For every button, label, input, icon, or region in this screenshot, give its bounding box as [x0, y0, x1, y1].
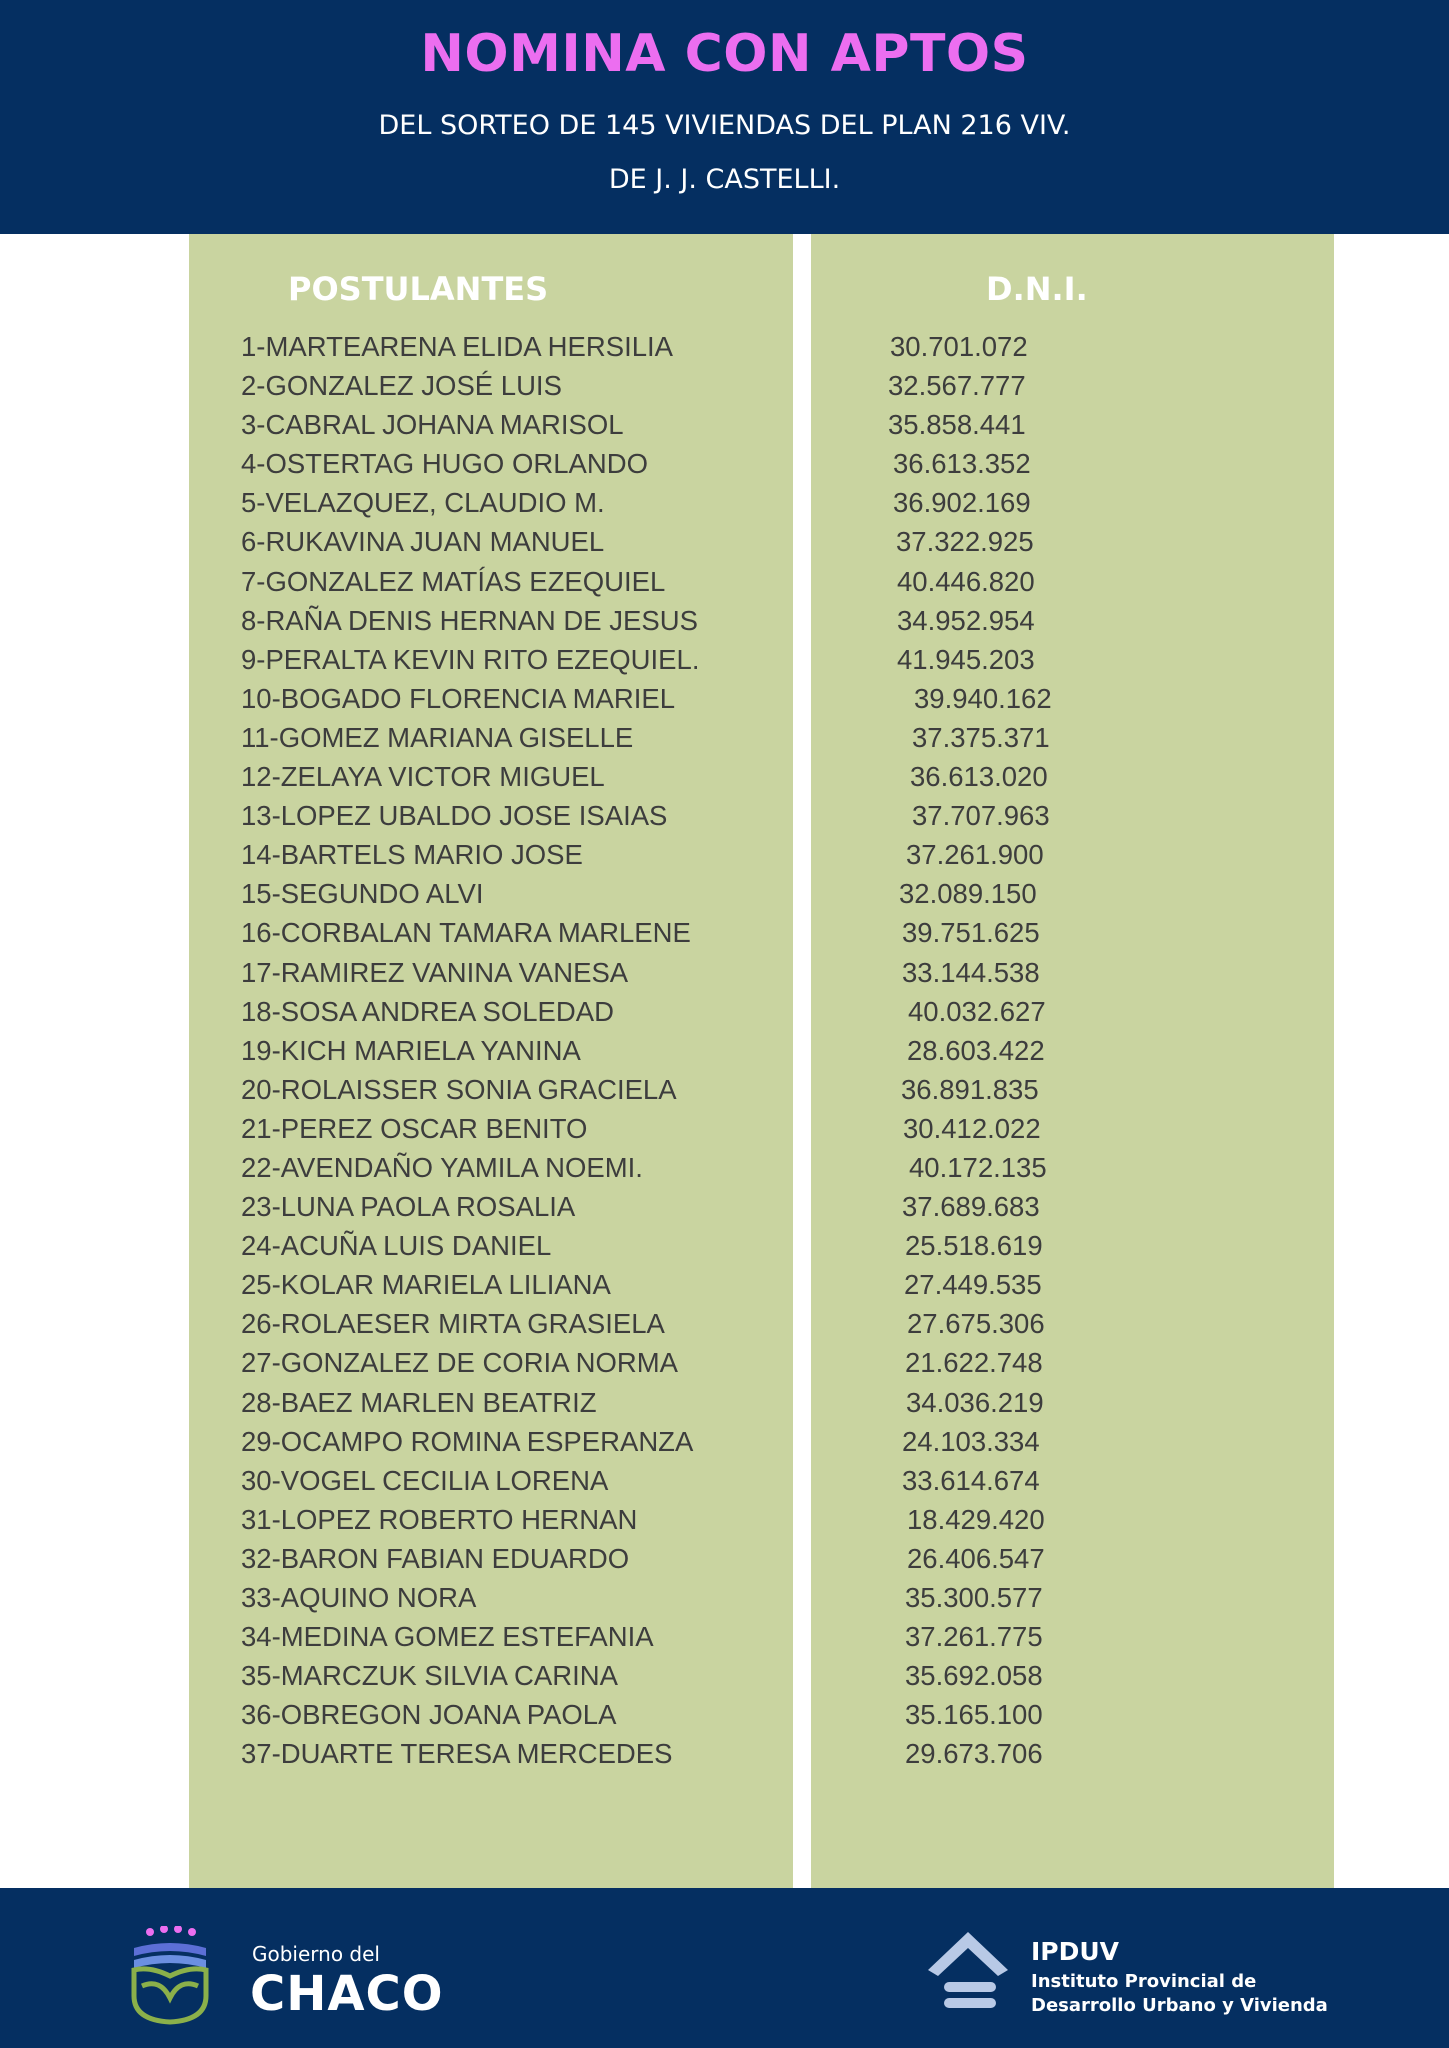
- list-item: [0, 604, 1449, 643]
- applicant-dni: 35.300.577: [905, 1582, 1043, 1613]
- applicant-dni: 37.689.683: [902, 1191, 1040, 1223]
- applicant-dni: 39.940.162: [914, 682, 1052, 714]
- chaco-logo-big-text: CHACO: [250, 1966, 444, 2022]
- applicant-dni: 36.891.835: [901, 1073, 1039, 1105]
- ipduv-logo-line-1: Instituto Provincial de: [1031, 1971, 1257, 1992]
- applicant-name: 19-KICH MARIELA YANINA: [241, 1034, 581, 1066]
- applicant-dni: 40.172.135: [909, 1151, 1047, 1183]
- applicant-list: [0, 330, 1449, 1776]
- list-item: [0, 995, 1449, 1034]
- applicant-dni: 37.261.900: [906, 839, 1044, 871]
- applicant-dni: 28.603.422: [907, 1034, 1045, 1066]
- applicant-name: 20-ROLAISSER SONIA GRACIELA: [241, 1073, 677, 1105]
- list-item: [0, 486, 1449, 525]
- applicant-dni: 36.613.352: [893, 448, 1031, 480]
- applicant-name: 2-GONZALEZ JOSÉ LUIS: [241, 370, 562, 402]
- applicant-name: 25-KOLAR MARIELA LILIANA: [241, 1269, 611, 1301]
- applicant-name: 24-ACUÑA LUIS DANIEL: [241, 1230, 552, 1262]
- applicant-dni: 39.751.625: [902, 917, 1040, 949]
- list-item: [0, 643, 1449, 682]
- applicant-name: 14-BARTELS MARIO JOSE: [241, 839, 583, 871]
- applicant-name: 15-SEGUNDO ALVI: [241, 878, 484, 910]
- list-item: [0, 1386, 1449, 1425]
- subtitle-line-2: DE J. J. CASTELLI.: [608, 164, 841, 195]
- applicant-dni: 35.692.058: [905, 1660, 1043, 1692]
- applicant-name: 10-BOGADO FLORENCIA MARIEL: [241, 682, 675, 714]
- applicant-name: 33-AQUINO NORA: [241, 1582, 477, 1613]
- applicant-name: 30-VOGEL CECILIA LORENA: [241, 1464, 609, 1496]
- applicant-dni: 40.446.820: [897, 565, 1035, 597]
- applicant-name: 11-GOMEZ MARIANA GISELLE: [241, 721, 634, 753]
- applicant-name: 27-GONZALEZ DE CORIA NORMA: [241, 1347, 679, 1379]
- applicant-name: 12-ZELAYA VICTOR MIGUEL: [241, 761, 605, 793]
- applicant-name: 37-DUARTE TERESA MERCEDES: [241, 1738, 673, 1770]
- applicant-name: 36-OBREGON JOANA PAOLA: [241, 1699, 617, 1731]
- subtitle-line-1: DEL SORTEO DE 145 VIVIENDAS DEL PLAN 216 VIV.: [378, 110, 1071, 141]
- applicant-dni: 32.089.150: [899, 878, 1037, 910]
- list-item: [0, 1542, 1449, 1581]
- applicant-dni: 27.675.306: [907, 1308, 1045, 1340]
- list-item: [0, 1190, 1449, 1229]
- applicant-name: 21-PEREZ OSCAR BENITO: [241, 1112, 588, 1144]
- list-item: [0, 1307, 1449, 1346]
- applicant-name: 28-BAEZ MARLEN BEATRIZ: [241, 1386, 597, 1418]
- ipduv-house-icon: [924, 1926, 1034, 2020]
- list-item: [0, 1698, 1449, 1737]
- list-item: [0, 408, 1449, 447]
- ipduv-logo-line-2: Desarrollo Urbano y Vivienda: [1031, 1995, 1328, 2016]
- applicant-name: 6-RUKAVINA JUAN MANUEL: [241, 526, 605, 558]
- list-item: [0, 1581, 1449, 1620]
- list-item: [0, 1073, 1449, 1112]
- list-item: [0, 565, 1449, 604]
- applicant-dni: 32.567.777: [888, 370, 1026, 402]
- applicant-dni: 37.707.963: [912, 800, 1050, 832]
- applicant-dni: 24.103.334: [902, 1425, 1040, 1457]
- applicant-name: 1-MARTEARENA ELIDA HERSILIA: [241, 331, 673, 362]
- applicant-dni: 36.902.169: [893, 487, 1031, 519]
- chaco-logo-small-text: Gobierno del: [252, 1942, 380, 1966]
- names-column-header: POSTULANTES: [288, 270, 549, 308]
- list-item: [0, 369, 1449, 408]
- list-item: [0, 799, 1449, 838]
- applicant-dni: 35.165.100: [905, 1699, 1043, 1731]
- applicant-name: 32-BARON FABIAN EDUARDO: [241, 1542, 630, 1574]
- applicant-name: 9-PERALTA KEVIN RITO EZEQUIEL.: [241, 643, 700, 675]
- list-item: [0, 330, 1449, 369]
- applicant-name: 29-OCAMPO ROMINA ESPERANZA: [241, 1425, 694, 1457]
- applicant-dni: 25.518.619: [905, 1230, 1043, 1262]
- list-item: [0, 760, 1449, 799]
- list-item: [0, 525, 1449, 564]
- applicant-name: 31-LOPEZ ROBERTO HERNAN: [241, 1503, 638, 1535]
- applicant-name: 26-ROLAESER MIRTA GRASIELA: [241, 1308, 665, 1340]
- applicant-dni: 36.613.020: [910, 761, 1048, 793]
- list-item: [0, 916, 1449, 955]
- list-item: [0, 1659, 1449, 1698]
- applicant-dni: 30.701.072: [890, 331, 1028, 362]
- applicant-dni: 21.622.748: [905, 1347, 1043, 1379]
- applicant-name: 22-AVENDAÑO YAMILA NOEMI.: [241, 1151, 643, 1183]
- applicant-name: 8-RAÑA DENIS HERNAN DE JESUS: [241, 604, 698, 636]
- applicant-dni: 33.614.674: [902, 1464, 1040, 1496]
- list-item: [0, 1464, 1449, 1503]
- applicant-dni: 30.412.022: [903, 1112, 1041, 1144]
- list-item: [0, 838, 1449, 877]
- applicant-name: 3-CABRAL JOHANA MARISOL: [241, 409, 624, 441]
- applicant-dni: 33.144.538: [902, 956, 1040, 988]
- applicant-dni: 37.375.371: [912, 721, 1050, 753]
- list-item: [0, 721, 1449, 760]
- applicant-name: 35-MARCZUK SILVIA CARINA: [241, 1660, 618, 1692]
- applicant-name: 18-SOSA ANDREA SOLEDAD: [241, 995, 614, 1027]
- applicant-dni: 41.945.203: [897, 643, 1035, 675]
- applicant-dni: 27.449.535: [904, 1269, 1042, 1301]
- applicant-dni: 18.429.420: [907, 1503, 1045, 1535]
- applicant-name: 16-CORBALAN TAMARA MARLENE: [241, 917, 691, 949]
- applicant-dni: 37.322.925: [896, 526, 1034, 558]
- applicant-name: 5-VELAZQUEZ, CLAUDIO M.: [241, 487, 605, 519]
- applicant-name: 13-LOPEZ UBALDO JOSE ISAIAS: [241, 800, 668, 832]
- header-banner: [0, 0, 1449, 234]
- applicant-dni: 26.406.547: [907, 1542, 1045, 1574]
- list-item: [0, 682, 1449, 721]
- dni-column-header: D.N.I.: [986, 270, 1088, 308]
- applicant-dni: 29.673.706: [905, 1738, 1043, 1770]
- ipduv-logo-name: IPDUV: [1031, 1937, 1120, 1966]
- list-item: [0, 1151, 1449, 1190]
- applicant-name: 23-LUNA PAOLA ROSALIA: [241, 1191, 576, 1223]
- applicant-dni: 40.032.627: [908, 995, 1046, 1027]
- list-item: [0, 1229, 1449, 1268]
- applicant-dni: 34.036.219: [906, 1386, 1044, 1418]
- applicant-name: 7-GONZALEZ MATÍAS EZEQUIEL: [241, 565, 666, 597]
- list-item: [0, 956, 1449, 995]
- list-item: [0, 1112, 1449, 1151]
- list-item: [0, 1268, 1449, 1307]
- page-title: NOMINA CON APTOS: [420, 24, 1029, 84]
- list-item: [0, 1034, 1449, 1073]
- list-item: [0, 877, 1449, 916]
- list-item: [0, 1425, 1449, 1464]
- applicant-name: 34-MEDINA GOMEZ ESTEFANIA: [241, 1621, 654, 1653]
- applicant-dni: 35.858.441: [888, 409, 1026, 441]
- list-item: [0, 1737, 1449, 1776]
- applicant-name: 17-RAMIREZ VANINA VANESA: [241, 956, 629, 988]
- applicant-name: 4-OSTERTAG HUGO ORLANDO: [241, 448, 648, 480]
- list-item: [0, 1620, 1449, 1659]
- list-item: [0, 1503, 1449, 1542]
- applicant-dni: 37.261.775: [905, 1621, 1043, 1653]
- list-item: [0, 447, 1449, 486]
- list-item: [0, 1346, 1449, 1385]
- applicant-dni: 34.952.954: [897, 604, 1035, 636]
